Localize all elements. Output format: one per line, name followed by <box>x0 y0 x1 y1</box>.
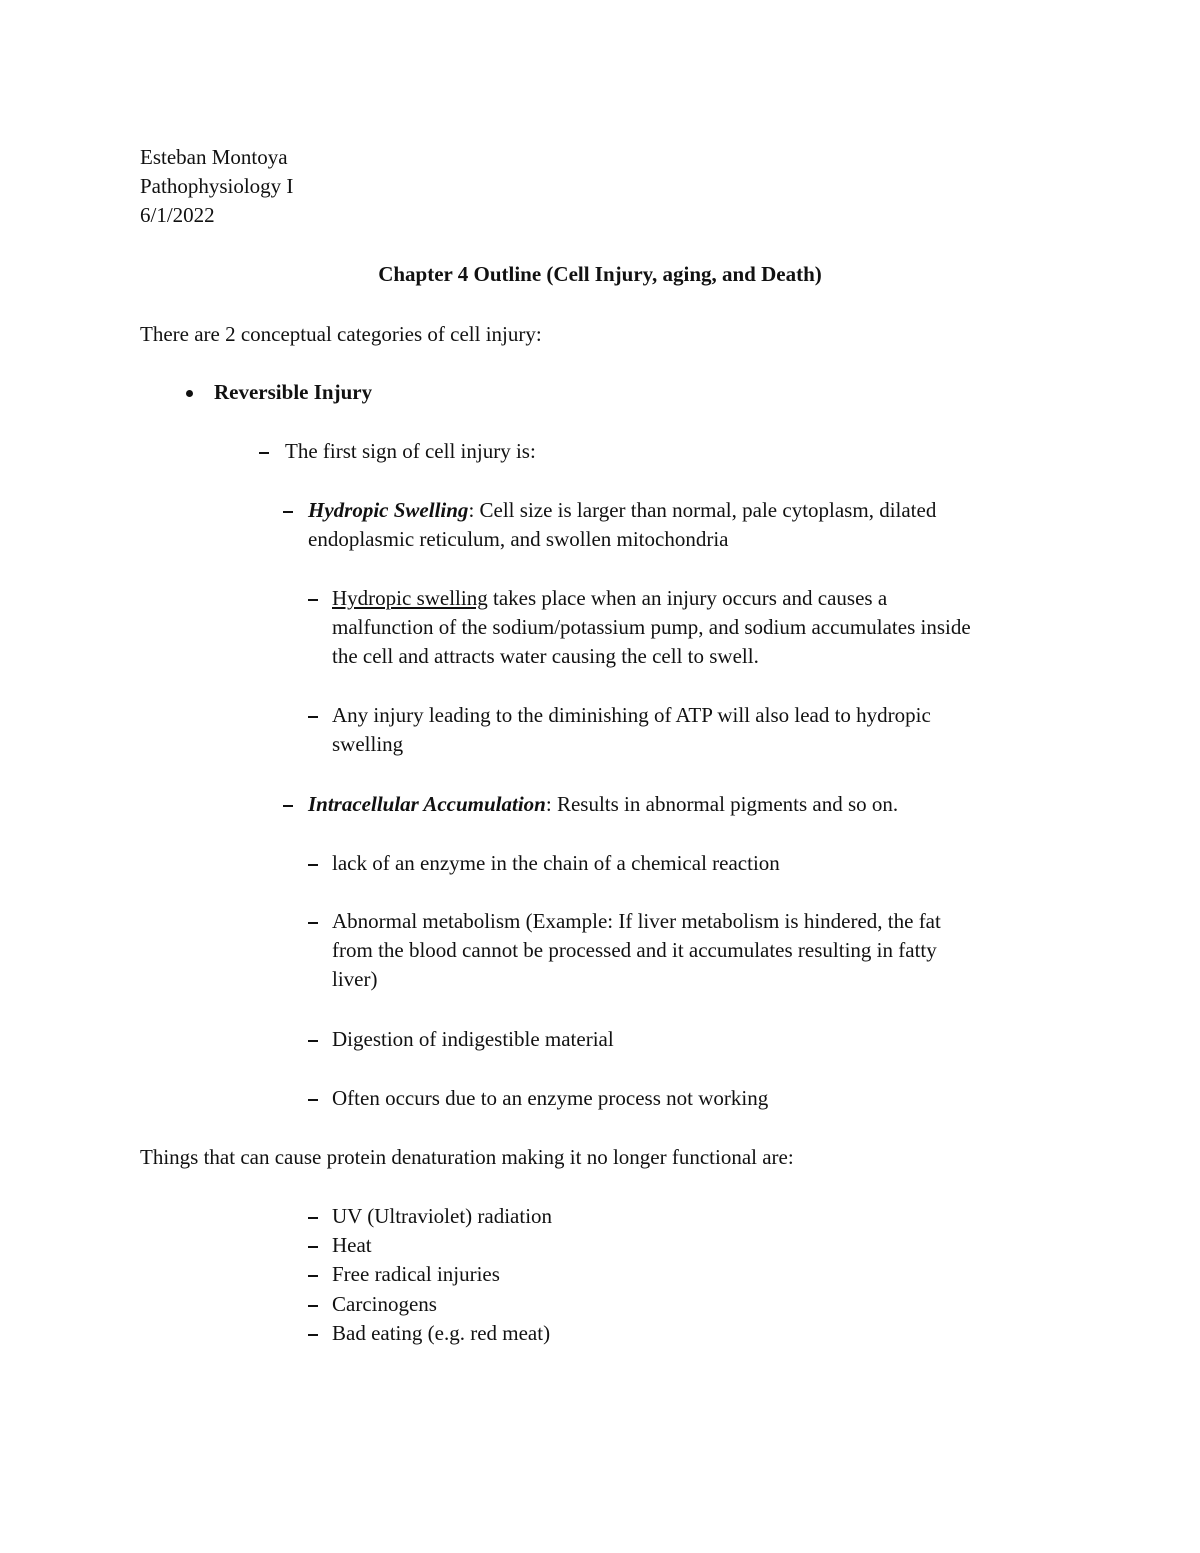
denaturation-item-uv: UV (Ultraviolet) radiation <box>332 1204 553 1228</box>
bullet-dot-icon <box>186 390 193 397</box>
dash-icon <box>308 1099 318 1101</box>
denaturation-item-heat: Heat <box>332 1233 372 1257</box>
dash-icon <box>308 1217 318 1219</box>
intracellular-accumulation-item <box>308 790 898 820</box>
hydropic-sub1-line2: malfunction of the sodium/potassium pump, and sodium accumulates inside <box>332 615 971 639</box>
denaturation-item-free-radical: Free radical injuries <box>332 1262 500 1286</box>
dash-icon <box>308 1275 318 1277</box>
denaturation-item-carcinogens: Carcinogens <box>332 1292 437 1316</box>
denaturation-item-bad-eating: Bad eating (e.g. red meat) <box>332 1321 551 1345</box>
dash-icon <box>283 511 293 513</box>
accumulation-item-digestion: Digestion of indigestible material <box>332 1027 614 1051</box>
accumulation-item-enzyme: lack of an enzyme in the chain of a chemical reaction <box>332 851 780 875</box>
dash-icon <box>308 922 318 924</box>
hydropic-swelling-term: Hydropic Swelling <box>308 498 469 522</box>
document-date: 6/1/2022 <box>140 203 215 227</box>
hydropic-swelling-definition: : Cell size is larger than normal, pale cytoplasm, dilated <box>468 498 937 522</box>
dash-icon <box>308 1246 318 1248</box>
denaturation-intro: Things that can cause protein denaturation making it no longer functional are: <box>140 1145 794 1169</box>
course-name: Pathophysiology I <box>140 174 294 198</box>
accumulation-item-metabolism-line3: liver) <box>332 967 378 991</box>
hydropic-sub2-line1: Any injury leading to the diminishing of ATP will also lead to hydropic <box>332 703 931 727</box>
reversible-injury-heading: Reversible Injury <box>214 380 373 404</box>
accumulation-item-enzyme-process: Often occurs due to an enzyme process not working <box>332 1086 769 1110</box>
dash-icon <box>283 805 293 807</box>
intracellular-accumulation-definition: : Results in abnormal pigments and so on. <box>545 792 899 816</box>
accumulation-item-metabolism-line2: from the blood cannot be processed and it accumulates resulting in fatty <box>332 938 937 962</box>
hydropic-sub2-line2: swelling <box>332 732 404 756</box>
intracellular-accumulation-term: Intracellular Accumulation <box>308 792 546 816</box>
dash-icon <box>308 1305 318 1307</box>
accumulation-item-metabolism-line1: Abnormal metabolism (Example: If liver metabolism is hindered, the fat <box>332 909 941 933</box>
dash-icon <box>308 864 318 866</box>
author-name: Esteban Montoya <box>140 145 288 169</box>
hydropic-swelling-item <box>308 496 936 526</box>
first-sign-text: The first sign of cell injury is: <box>285 439 536 463</box>
dash-icon <box>259 452 269 454</box>
dash-icon <box>308 599 318 601</box>
hydropic-sub1-line1 <box>332 584 887 614</box>
document-title: Chapter 4 Outline (Cell Injury, aging, and Death) <box>378 262 822 286</box>
dash-icon <box>308 1334 318 1336</box>
document-header <box>140 143 293 230</box>
hydropic-swelling-definition-cont: endoplasmic reticulum, and swollen mitochondria <box>308 527 729 551</box>
dash-icon <box>308 1040 318 1042</box>
dash-icon <box>308 716 318 718</box>
intro-text: There are 2 conceptual categories of cell injury: <box>140 322 542 346</box>
hydropic-sub1-line3: the cell and attracts water causing the cell to swell. <box>332 644 759 668</box>
hydropic-sub1-text: takes place when an injury occurs and causes a <box>487 586 888 610</box>
hydropic-sub1-term: Hydropic swelling <box>332 586 488 610</box>
